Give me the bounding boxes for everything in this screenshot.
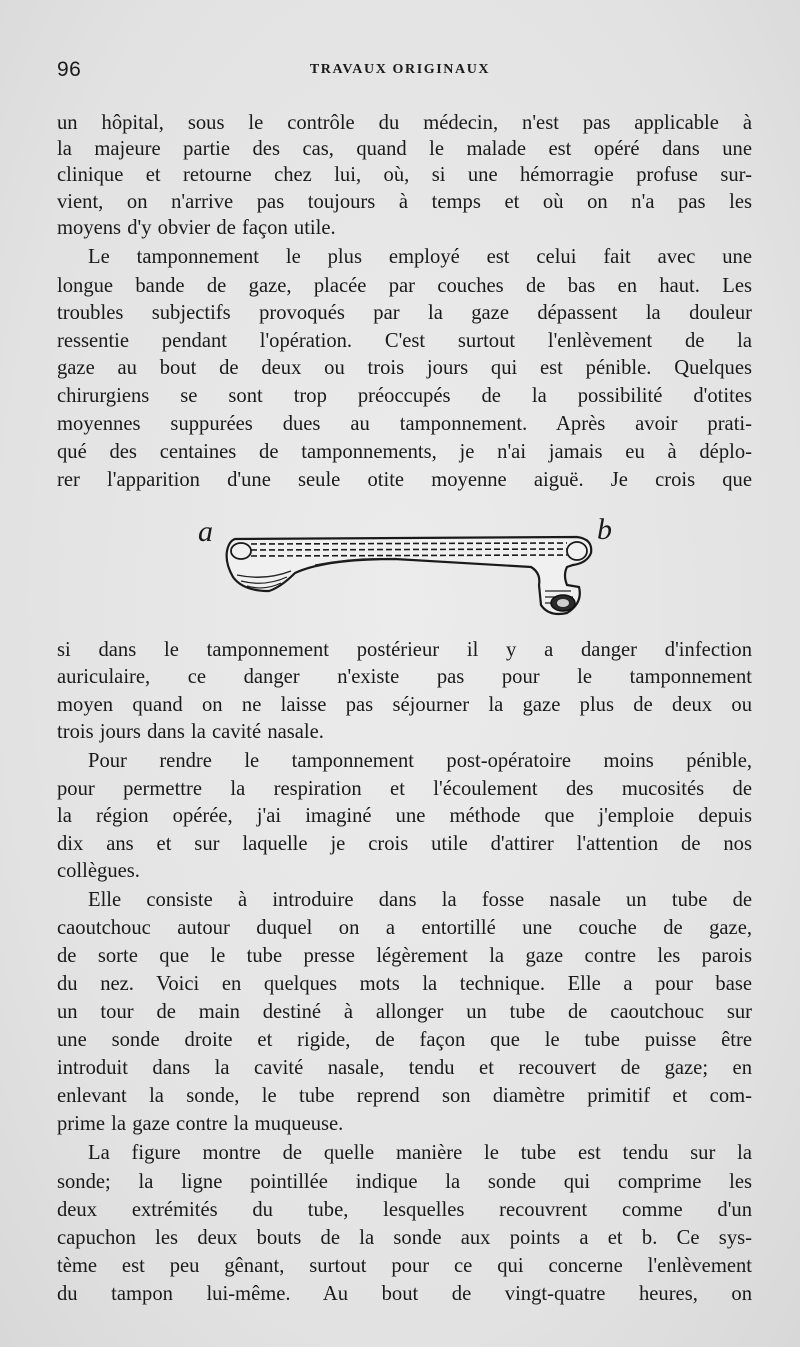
text-line: longue bande de gaze, placée par couches de bas en haut. Les (57, 275, 752, 297)
text-line: un tour de main destiné à allonger un tube de caoutchouc sur (57, 1001, 752, 1023)
figure-label-b: b (597, 513, 612, 546)
text-line: qué des centaines de tamponnements, je n'ai jamais eu à déplo- (57, 441, 752, 463)
tube-figure (195, 515, 625, 620)
text-line: un hôpital, sous le contrôle du médecin, n'est pas applicable à (57, 112, 752, 134)
text-line: Pour rendre le tamponnement post-opératoire moins pénible, (88, 750, 752, 772)
text-line: rer l'apparition d'une seule otite moyenne aiguë. Je crois que (57, 469, 752, 491)
text-line: moyen quand on ne laisse pas séjourner la gaze plus de deux ou (57, 694, 752, 716)
text-line: chirurgiens se sont trop préoccupés de la possibilité d'otites (57, 385, 752, 407)
text-line: tème est peu gênant, surtout pour ce qui concerne l'enlèvement (57, 1255, 752, 1277)
text-line: introduit dans la cavité nasale, tendu et recouvert de gaze; en (57, 1057, 752, 1079)
text-line: gaze au bout de deux ou trois jours qui est pénible. Quelques (57, 357, 752, 379)
text-line: auriculaire, ce danger n'existe pas pour le tamponnement (57, 666, 752, 688)
figure-label-a: a (198, 515, 213, 548)
text-line: pour permettre la respiration et l'écoulement des mucosités de (57, 778, 752, 800)
text-line: vient, on n'arrive pas toujours à temps et où on n'a pas les (57, 191, 752, 213)
text-line: moyens d'y obvier de façon utile. (57, 217, 336, 239)
text-line: trois jours dans la cavité nasale. (57, 721, 324, 743)
text-line: une sonde droite et rigide, de façon que le tube puisse être (57, 1029, 752, 1051)
text-line: sonde; la ligne pointillée indique la sonde qui comprime les (57, 1171, 752, 1193)
text-line: capuchon les deux bouts de la sonde aux points a et b. Ce sys- (57, 1227, 752, 1249)
tube-illustration (195, 515, 625, 620)
text-line: Elle consiste à introduire dans la fosse nasale un tube de (88, 889, 752, 911)
text-line: enlevant la sonde, le tube reprend son diamètre primitif et com- (57, 1085, 752, 1107)
text-line: troubles subjectifs provoqués par la gaze dépassent la douleur (57, 302, 752, 324)
text-line: caoutchouc autour duquel on a entortillé une couche de gaze, (57, 917, 752, 939)
running-title: TRAVAUX ORIGINAUX (309, 62, 491, 77)
text-line: deux extrémités du tube, lesquelles recouvrent comme d'un (57, 1199, 752, 1221)
text-line: ressentie pendant l'opération. C'est surtout l'enlèvement de la (57, 330, 752, 352)
text-line: dix ans et sur laquelle je crois utile d'attirer l'attention de nos (57, 833, 752, 855)
page-number: 96 (57, 58, 82, 81)
text-line: collègues. (57, 860, 140, 882)
text-line: de sorte que le tube presse légèrement la gaze contre les parois (57, 945, 752, 967)
text-line: la région opérée, j'ai imaginé une méthode que j'emploie depuis (57, 805, 752, 827)
text-line: moyennes suppurées dues au tamponnement. Après avoir prati- (57, 413, 752, 435)
text-line: Le tamponnement le plus employé est celui fait avec une (88, 246, 752, 268)
text-line: prime la gaze contre la muqueuse. (57, 1113, 344, 1135)
text-line: clinique et retourne chez lui, où, si une hémorragie profuse sur- (57, 164, 752, 186)
text-line: si dans le tamponnement postérieur il y a danger d'infection (57, 639, 752, 661)
text-line: La figure montre de quelle manière le tube est tendu sur la (88, 1142, 752, 1164)
text-line: du tampon lui-même. Au bout de vingt-quatre heures, on (57, 1283, 752, 1305)
text-line: la majeure partie des cas, quand le malade est opéré dans une (57, 138, 752, 160)
text-line: du nez. Voici en quelques mots la technique. Elle a pour base (57, 973, 752, 995)
